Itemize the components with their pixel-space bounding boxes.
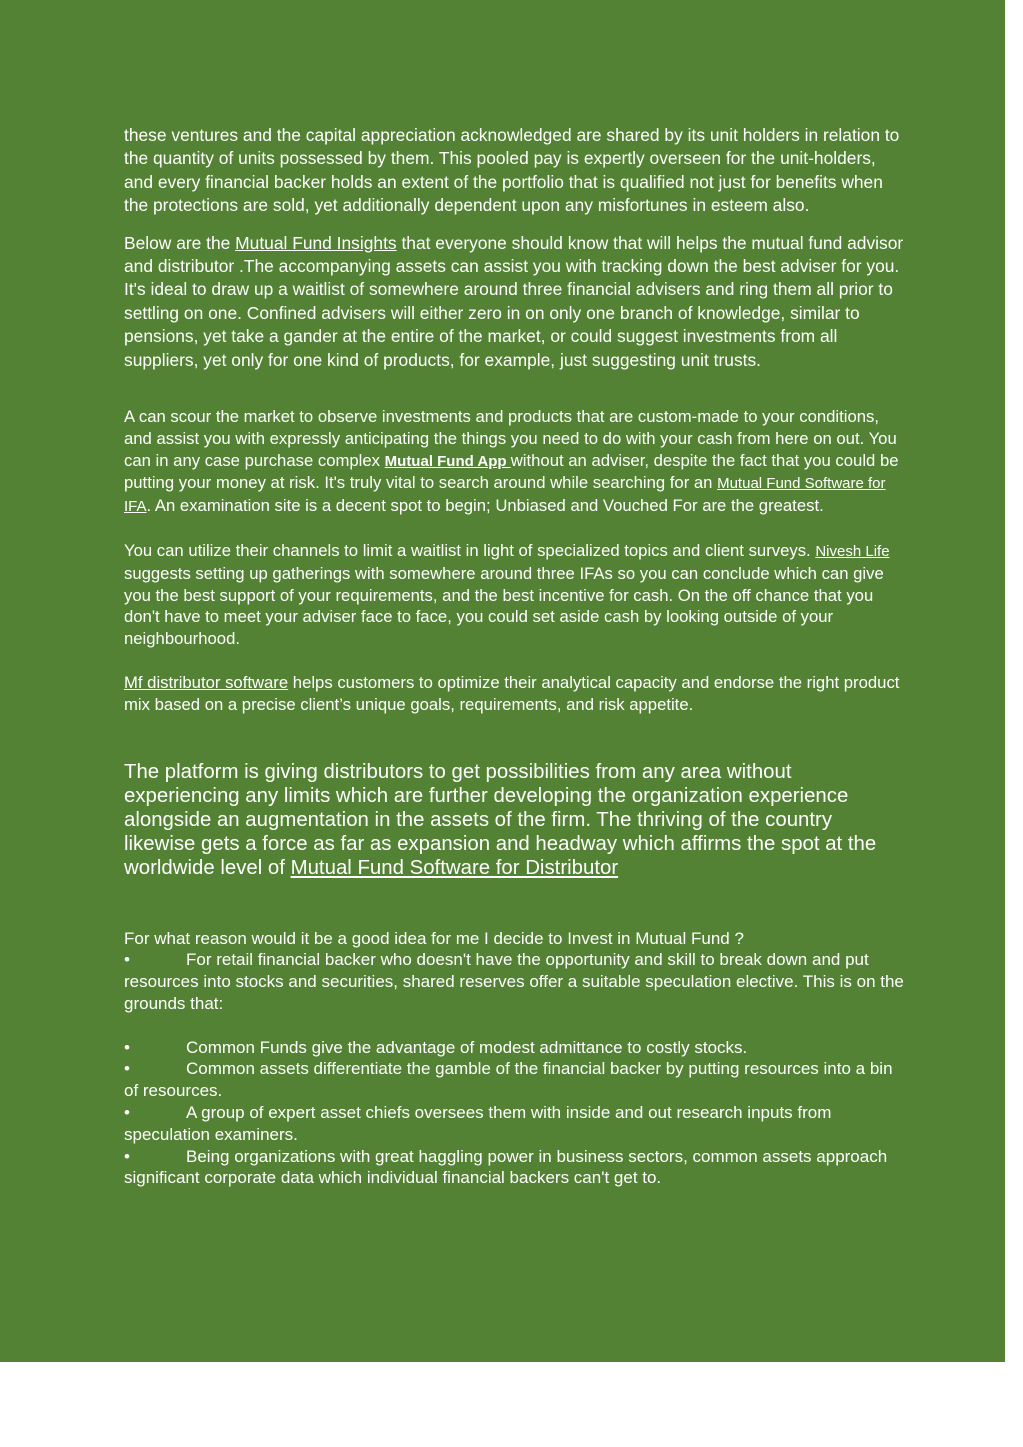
bullet-icon: • (124, 1146, 130, 1166)
paragraph-channels (124, 540, 904, 650)
mutual-fund-software-ifa-link[interactable]: Mutual Fund Software for IFA (124, 475, 886, 516)
bullet-text: A group of expert asset chiefs oversees them with inside and out research inputs from speculation examiners. (124, 1103, 832, 1144)
text-segment: without an adviser, despite the fact that you could be putting your money at risk. It's truly vital to search around while searching for an (124, 450, 899, 493)
text-segment: that everyone should know that will helps the mutual fund advisor and distributor .The accompanying assets can assist you with tracking down the best adviser for you. It's ideal to draw up a waitlist of somewhere around three financial advisers and ring them all prior to settling on one. Confined advisers will either zero in on only one branch of knowledge, similar to pensions, yet take a gander at the entire of the market, or could suggest investments from all suppliers, yet only for one kind of products, for example, just suggesting unit trusts. (124, 232, 904, 370)
list-item (124, 1037, 904, 1059)
bullet-icon: • (124, 1037, 130, 1057)
paragraph-platform (124, 760, 904, 880)
paragraph-unit-holders: these ventures and the capital appreciation acknowledged are shared by its unit holders in relation to the quantity of units possessed by them. This pooled pay is expertly overseen for the unit-holders, and every financial backer holds an extent of the portfolio that is qualified not just for benefits when the protections are sold, yet additionally dependent upon any misfortunes in esteem also. (124, 125, 900, 216)
text-segment: The platform is giving distributors to get possibilities from any area without experiencing any limits which are further developing the organization experience alongside an augmentation in the assets of the firm. The thriving of the country likewise gets a force as far as expansion and headway which affirms the spot at the worldwide level of (124, 760, 877, 879)
bullet-text: Common Funds give the advantage of modest admittance to costly stocks. (186, 1037, 748, 1057)
mutual-fund-software-distributor-link[interactable]: Mutual Fund Software for Distributor (290, 856, 619, 879)
mutual-fund-insights-link[interactable]: Mutual Fund Insights (235, 232, 397, 253)
bullet-icon: • (124, 1059, 130, 1079)
bullet-intro (124, 949, 904, 1014)
list-item (124, 1146, 904, 1190)
paragraph-insights (124, 232, 904, 372)
text-segment: suggests setting up gatherings with somewhere around three IFAs so you can conclude which can give you the best support of your requirements, and the best incentive for cash. On the off chance that you don't have to meet your adviser face to face, you could set aside cash by looking outside of your neighbourhood. (124, 563, 884, 649)
invest-reasons-section (124, 928, 904, 1190)
bullet-text: Being organizations with great haggling power in business sectors, common assets approach significant corporate data which individual financial backers can't get to. (124, 1146, 888, 1188)
mf-distributor-software-link[interactable]: Mf distributor software (124, 673, 289, 693)
text-segment: . An examination site is a decent spot to begin; Unbiased and Vouched For are the greatest. (146, 496, 824, 516)
bullet-text: Common assets differentiate the gamble of the financial backer by putting resources into a bin of resources. (124, 1059, 893, 1101)
text-segment: helps customers to optimize their analytical capacity and endorse the right product mix based on a precise client’s unique goals, requirements, and risk appetite. (124, 673, 900, 714)
list-item (124, 1058, 904, 1102)
bullet-text: For retail financial backer who doesn't have the opportunity and skill to break down and put resources into stocks and securities, shared reserves offer a suitable speculation elective. This is on the grounds that: (124, 950, 904, 1014)
paragraph-scour-market (124, 406, 904, 518)
list-item (124, 1102, 904, 1146)
text-segment: You can utilize their channels to limit a waitlist in light of specialized topics and client surveys. (124, 541, 816, 561)
bullet-icon: • (124, 950, 130, 970)
mutual-fund-app-link[interactable]: Mutual Fund App (384, 452, 511, 470)
bullet-icon: • (124, 1103, 130, 1122)
text-segment: Below are the (124, 232, 236, 253)
text-segment: A can scour the market to observe investments and products that are custom-made to your conditions, and assist you with expressly anticipating the things you need to do with your cash from here on out. You can in any case purchase complex (124, 407, 897, 470)
nivesh-life-link[interactable]: Nivesh Life (815, 543, 890, 561)
document-body (124, 124, 904, 1189)
paragraph-mf-distributor (124, 672, 904, 716)
invest-question: For what reason would it be a good idea for me I decide to Invest in Mutual Fund ? (124, 928, 744, 948)
spacer (124, 1015, 904, 1037)
